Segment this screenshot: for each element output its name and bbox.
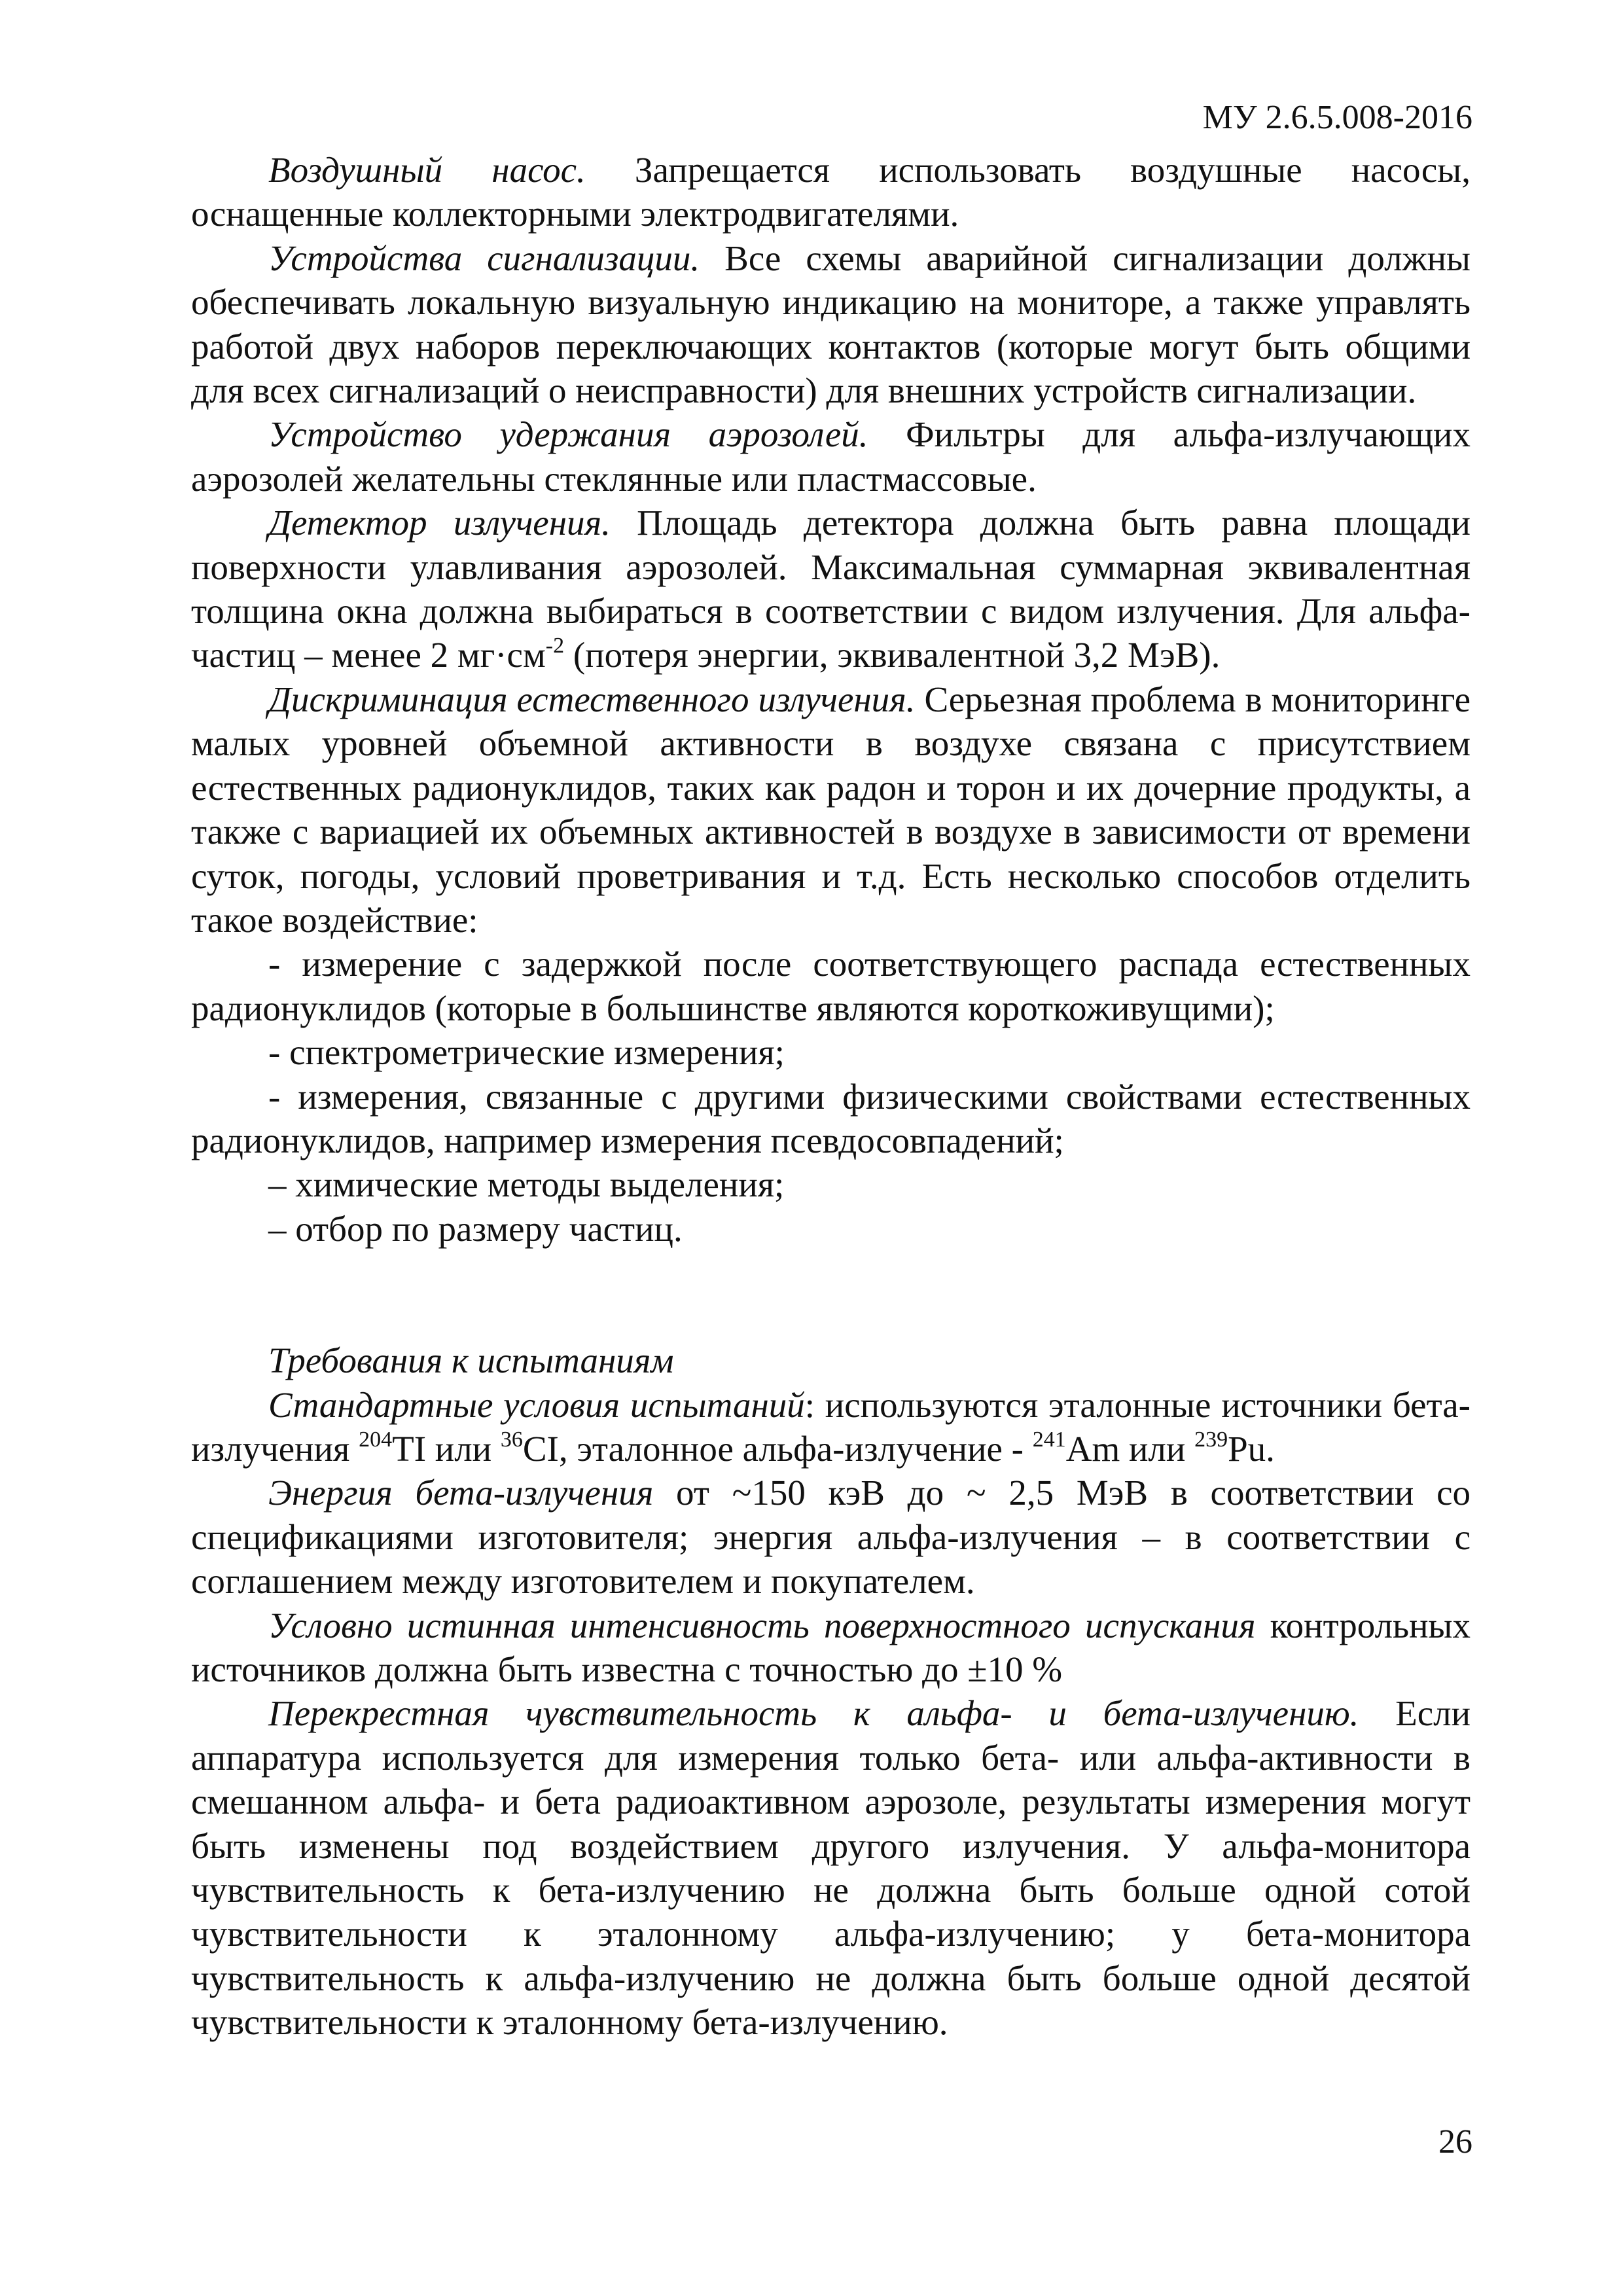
paragraph-text: Фильтры для альфа-излучающих аэрозолей желательны стеклянные или пластмассовые. (191, 414, 1471, 499)
paragraph-natural-discrimination (191, 677, 1471, 942)
isotope-mass: 36 (500, 1427, 523, 1452)
paragraph-air-pump (191, 148, 1471, 236)
isotope-symbol: TI или (392, 1428, 501, 1469)
isotope-mass: 239 (1194, 1427, 1228, 1452)
paragraph-surface-emission (191, 1604, 1471, 1692)
isotope-mass: 204 (359, 1427, 393, 1452)
list-item: – химические методы выделения; (268, 1164, 785, 1205)
paragraph-text: Серьезная проблема в мониторинге малых уровней объемной активности в воздухе связана с присутствием естественных радионуклидов, таких как радон и торон и их дочерние продукты, а также с вариацией их объемных активностей в воздухе в зависимости от времени суток, погоды, условий проветривания и т.д. Есть несколько способов отделить такое воздействие: (191, 679, 1471, 940)
isotope-mass: 241 (1032, 1427, 1066, 1452)
term: Стандартные условия испытаний (268, 1384, 805, 1425)
paragraph-text: Запрещается использовать воздушные насосы, оснащенные коллекторными электродвигателями. (191, 150, 1471, 234)
term: Дискриминация естественного излучения. (268, 679, 916, 719)
term: Воздушный насос. (268, 150, 586, 190)
exponent: -2 (545, 634, 565, 658)
list-item: - спектрометрические измерения; (268, 1032, 785, 1073)
term: Устройство удержания аэрозолей. (268, 414, 868, 455)
isotope-symbol: Am или (1065, 1428, 1195, 1469)
list-item: - измерение с задержкой после соответствующего распада естественных радионуклидов (которые в большинстве являются короткоживущими); (191, 944, 1471, 1028)
paragraph-text: Все схемы аварийной сигнализации должны обеспечивать локальную визуальную индикацию на мониторе, а также управлять работой двух наборов переключающих контактов (которые могут быть общими для всех сигнализаций о неисправности) для внешних устройств сигнализации. (191, 238, 1471, 411)
paragraph-text-tail: (потеря энергии, эквивалентной 3,2 МэВ). (564, 635, 1221, 675)
list-item: - измерения, связанные с другими физическими свойствами естественных радионуклидов, например измерения псевдосовпадений; (191, 1076, 1471, 1160)
paragraph-aerosol-retention (191, 412, 1471, 501)
paragraph-alarm-devices (191, 236, 1471, 413)
section-title-text: Требования к испытаниям (268, 1340, 674, 1381)
paragraph-text: Если аппаратура используется для измерения только бета- или альфа-активности в смешанном альфа- и бета радиоактивном аэрозоле, результаты измерения могут быть изменены под воздействием другого излучения. У альфа-монитора чувствительность к бета-излучению не должна быть больше одной сотой чувствительности к эталонному альфа-излучению; у бета-монитора чувствительность к альфа-излучению не должна быть больше одной десятой чувствительности к эталонному бета-излучению. (191, 1693, 1471, 2043)
term: Перекрестная чувствительность к альфа- и бета-излучению. (268, 1693, 1359, 1734)
isotope-symbol: CI, эталонное альфа-излучение - (522, 1428, 1033, 1469)
paragraph-cross-sensitivity (191, 1691, 1471, 2044)
page-number: 26 (1438, 2123, 1472, 2161)
paragraph-text: от ~150 кэВ до ~ 2,5 МэВ в соответствии со спецификациями изготовителя; энергия альфа-излучения – в соответствии с соглашением между изготовителем и покупателем. (191, 1473, 1471, 1602)
paragraph-radiation-detector (191, 501, 1471, 677)
section-title (191, 1338, 1471, 1382)
list-item: – отбор по размеру частиц. (268, 1208, 683, 1249)
term: Условно истинная интенсивность поверхностного испускания (268, 1605, 1256, 1645)
paragraph-text: контрольных источников должна быть известна с точностью до ±10 % (191, 1605, 1471, 1689)
document-body (191, 148, 1471, 2045)
paragraph-text: Площадь детектора должна быть равна площади поверхности улавливания аэрозолей. Максимальная суммарная эквивалентная толщина окна должна выбираться в соответствии с видом излучения. Для альфа-частиц – менее 2 мг·см (191, 503, 1471, 675)
term: Детектор излучения. (268, 503, 611, 543)
paragraph-text: : используются эталонные источники бета-излучения (191, 1384, 1471, 1469)
paragraph-test-conditions (191, 1383, 1471, 1471)
isotope-symbol: Pu. (1228, 1428, 1275, 1469)
term: Энергия бета-излучения (268, 1473, 654, 1513)
paragraph-beta-energy (191, 1471, 1471, 1603)
document-code: МУ 2.6.5.008-2016 (1202, 99, 1472, 136)
term: Устройства сигнализации. (268, 238, 700, 278)
